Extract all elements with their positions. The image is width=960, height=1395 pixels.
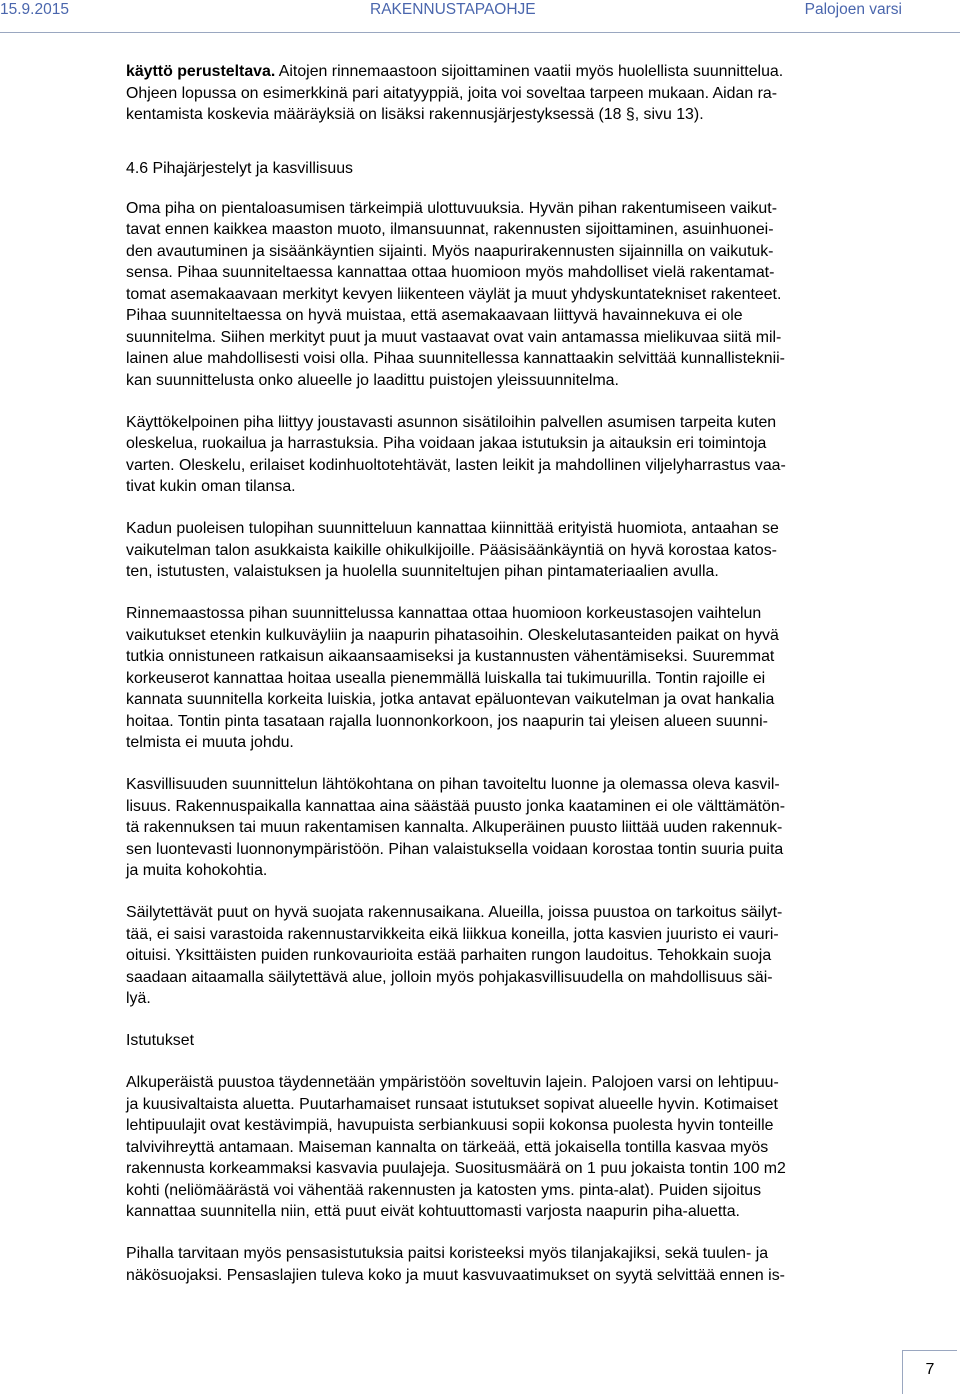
text-line: tivat kukin oman tilansa.: [126, 478, 296, 495]
paragraph: [126, 1030, 902, 1052]
text-line: telmista ei muuta johdu.: [126, 734, 294, 751]
text-line: kentamista koskevia määräyksiä on lisäksi rakennusjärjestyksessä (18 §, sivu 13).: [126, 106, 704, 123]
text-line: talvivihreyttä antamaan. Maiseman kannalta on tärkeää, että jokaisella tontilla kasvaa myös: [126, 1138, 769, 1156]
section-heading: 4.6 Pihajärjestelyt ja kasvillisuus: [126, 159, 353, 177]
text-line: Kasvillisuuden suunnittelun lähtökohtana on pihan tavoiteltu luonne ja olemassa oleva kasvil-: [126, 776, 780, 793]
bold-text: käyttö perusteltava.: [126, 63, 276, 80]
text-line: Ohjeen lopussa on esimerkkinä pari aitatyyppiä, joita voi soveltaa tarpeen mukaan. Aidan ra-: [126, 84, 778, 102]
text-line: ten, istutusten, valaistuksen ja huolella suunniteltujen pihan pintamateriaalien avulla.: [126, 563, 719, 580]
page-header: [0, 0, 960, 33]
text-line: lehtipuulajit ovat kestävimpiä, havupuista serbiankuusi sopii kokonsa puolesta hyvin tonteille: [126, 1117, 774, 1134]
text-line: varten. Oleskelu, erilaiset kodinhuoltotehtävät, lasten leikit ja mahdollinen viljelyharrastus vaa-: [126, 456, 786, 474]
text-span: Aitojen rinnemaastoon sijoittaminen vaatii myös huolellista suunnittelua.: [275, 63, 784, 80]
page-number-box: [902, 1350, 957, 1394]
paragraph: [126, 518, 902, 583]
intro-paragraph: [126, 61, 902, 126]
page-number: 7: [925, 1361, 935, 1378]
text-line: sen luontevasti luonnonympäristöön. Pihan valaistuksella voidaan korostaa tontin suuria puita: [126, 840, 784, 858]
text-line: tomat asemakaavaan merkityt kevyen liikenteen väylät ja muut yhdyskuntatekniset rakenteet.: [126, 285, 782, 303]
text-line: lisuus. Rakennuspaikalla kannattaa aina säästää puusto jonka kaataminen ei ole välttämätön-: [126, 797, 785, 815]
text-line: Alkuperäistä puustoa täydennetään ympäristöön soveltuvin lajein. Palojoen varsi on lehtipuu-: [126, 1074, 779, 1091]
text-line: den avautuminen ja sisäänkäyntien sijainti. Myös naapurirakennusten sijainnilla on vaikutuk-: [126, 242, 774, 260]
text-line: Pihaa suunniteltaessa on hyvä muistaa, että asemakaavaan liittyvä havainnekuva ei ole: [126, 307, 743, 324]
text-line: kannattaa suunnitella niin, että puut eivät kohtuuttomasti varjosta naapurin piha-aluetta.: [126, 1203, 740, 1220]
paragraph: [126, 603, 902, 754]
text-line: lainen alue mahdollisesti voisi olla. Pihaa suunnitellessa kannattaakin selvittää kunnallisteknii-: [126, 350, 785, 367]
text-line: Säilytettävät puut on hyvä suojata rakennusaikana. Alueilla, joissa puustoa on tarkoitus säilyt-: [126, 904, 783, 921]
text-line: Rinnemaastossa pihan suunnittelussa kannattaa ottaa huomioon korkeustasojen vaihtelun: [126, 605, 762, 622]
text-line: vaikutukset etenkin kulkuväyliin ja naapurin pihatasoihin. Oleskelutasanteiden paikat on hyvä: [126, 626, 779, 644]
text-line: kannata suunnitella korkeita luiskia, jotka antavat epäluontevan vaikutelman ja ovat hankalia: [126, 691, 775, 708]
text-line: rakennusta korkeammaksi kasvavia puulajeja. Suositusmäärä on 1 puu jokaista tontin 100 m2: [126, 1160, 786, 1177]
header-place: Palojoen varsi: [804, 1, 902, 18]
paragraph: [126, 412, 902, 498]
text-line: Oma piha on pientaloasumisen tärkeimpiä ulottuvuuksia. Hyvän pihan rakentumiseen vaikut-: [126, 199, 777, 217]
paragraph: [126, 1072, 902, 1223]
text-line: [126, 61, 902, 83]
text-line: lyä.: [126, 990, 151, 1007]
text-line: ja kuusivaltaista aluetta. Puutarhamaiset runsaat istutukset sopivat alueelle hyvin. Kotimaiset: [126, 1095, 778, 1113]
document-body: [126, 61, 902, 1307]
paragraph: [126, 774, 902, 882]
text-line: korkeuserot kannattaa hoitaa usealla pienemmällä luiskalla tai tukimuurilla. Tontin rajoille ei: [126, 669, 766, 687]
text-line: tavat ennen kaikkea maaston muoto, ilmansuunnat, rakennusten sijoittaminen, asuinhuonei-: [126, 221, 774, 238]
text-line: Kadun puoleisen tulopihan suunnitteluun kannattaa kiinnittää erityistä huomiota, antaahan se: [126, 520, 779, 537]
text-line: kan suunnittelusta onko alueelle jo laadittu puistojen yleissuunnitelma.: [126, 371, 619, 389]
header-title: RAKENNUSTAPAOHJE: [370, 1, 536, 18]
text-line: Käyttökelpoinen piha liittyy joustavasti asunnon sisätiloihin palvellen asumisen tarpeita kuten: [126, 413, 777, 431]
text-line: saadaan aitaamalla säilytettävä alue, jolloin myös pohjakasvillisuudella on mahdollisuus säi-: [126, 968, 773, 986]
text-line: hoitaa. Tontin pinta tasataan rajalla luonnonkorkoon, jos naapurin tai yleisen alueen suunni-: [126, 712, 768, 730]
paragraph: [126, 902, 902, 1010]
text-line: oituisi. Yksittäisten puiden runkovaurioita estää parhaiten rungon laudoitus. Tehokkain suoja: [126, 947, 772, 964]
paragraph: [126, 198, 902, 392]
text-line: sensa. Pihaa suunniteltaessa kannattaa ottaa huomioon myös mahdolliset vielä rakentamat-: [126, 264, 775, 281]
paragraph: [126, 1243, 902, 1286]
text-line: tä rakennuksen tai muun rakentamisen kannalta. Alkuperäinen puusto liittää uuden rakennuk-: [126, 819, 783, 836]
text-line: Istutukset: [126, 1032, 195, 1049]
text-line: Pihalla tarvitaan myös pensasistutuksia paitsi koristeeksi myös tilanjakajiksi, sekä tuulen- ja: [126, 1245, 769, 1262]
text-line: tutkia onnistuneen ratkaisun aikaansaamiseksi ja kustannusten vähentämiseksi. Suuremmat: [126, 648, 775, 665]
text-line: tää, ei saisi varastoida rakennustarvikkeita eikä liikkua koneilla, jotta kasvien juuristo ei vauri-: [126, 925, 779, 943]
text-line: suunnitelma. Siihen merkityt puut ja muut vastaavat ovat vain antamassa mielikuvaa siitä mil-: [126, 328, 782, 346]
text-line: vaikutelman talon asukkaista kaikille ohikulkijoille. Pääsisäänkäyntiä on hyvä korostaa katos-: [126, 541, 777, 559]
text-line: kohti (neliömäärästä voi vähentää rakennusten ja katosten yms. pinta-alat). Puiden sijoitus: [126, 1181, 762, 1199]
text-line: oleskelua, ruokailua ja harrastuksia. Piha voidaan jakaa istutuksin ja aitauksin eri toimintoja: [126, 435, 767, 452]
paragraphs-container: [126, 198, 902, 1287]
header-date: 15.9.2015: [0, 1, 69, 18]
text-line: ja muita kohokohtia.: [126, 862, 268, 879]
text-line: näkösuojaksi. Pensaslajien tuleva koko ja muut kasvuvaatimukset on syytä selvittää ennen is-: [126, 1266, 785, 1284]
